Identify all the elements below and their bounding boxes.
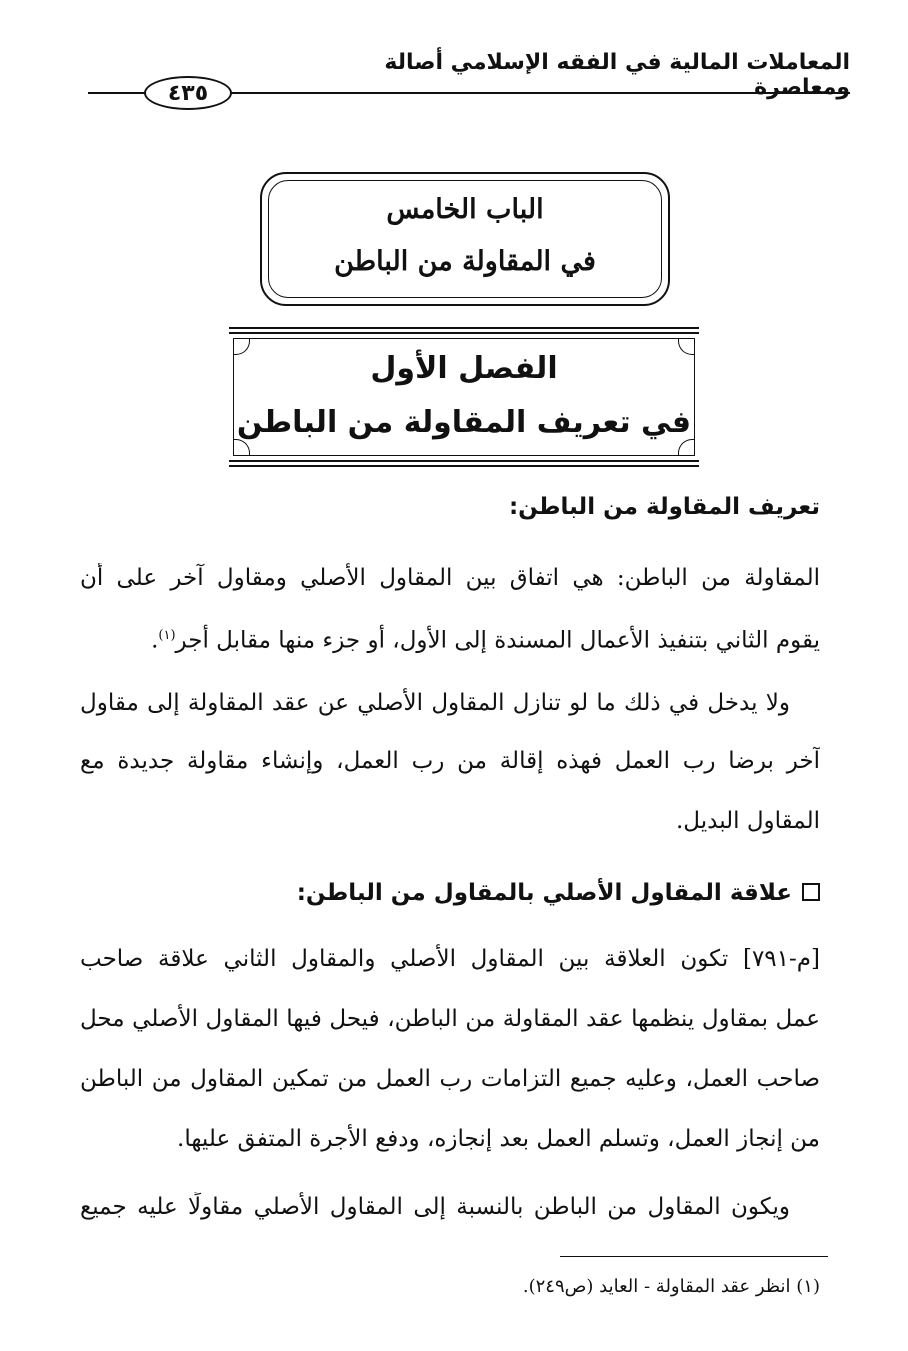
corner-ornament-bottom-left (233, 439, 250, 456)
paragraph-line: المقاولة من الباطن: هي اتفاق بين المقاول الأصلي ومقاول آخر على أن (80, 565, 820, 591)
section-heading-text: علاقة المقاول الأصلي بالمقاول من الباطن: (296, 880, 792, 906)
page-number: ٤٣٥ (144, 76, 232, 110)
chapter-rule-top-inner (229, 332, 699, 334)
paragraph-line: صاحب العمل، وعليه جميع التزامات رب العمل من تمكين المقاول من الباطن (80, 1066, 820, 1092)
paragraph-line (80, 621, 820, 656)
part-title-box (260, 172, 670, 306)
chapter-title: الفصل الأول (370, 351, 558, 386)
corner-ornament-bottom-right (678, 439, 695, 456)
part-title: الباب الخامس (386, 194, 544, 225)
footnote-marker: (١) (158, 628, 176, 643)
chapter-rule-top-outer (229, 327, 699, 329)
square-bullet-icon (802, 883, 820, 901)
paragraph-line: عمل بمقاول ينظمها عقد المقاولة من الباطن، فيحل فيها المقاول الأصلي محل (80, 1006, 820, 1032)
paragraph-line: ولا يدخل في ذلك ما لو تنازل المقاول الأصلي عن عقد المقاولة إلى مقاول (80, 690, 790, 716)
part-subtitle: في المقاولة من الباطن (334, 246, 596, 277)
paragraph-line: آخر برضا رب العمل فهذه إقالة من رب العمل، وإنشاء مقاولة جديدة مع (80, 748, 820, 774)
paragraph-line: من إنجاز العمل، وتسلم العمل بعد إنجازه، ودفع الأجرة المتفق عليها. (177, 1126, 820, 1152)
running-title: المعاملات المالية في الفقه الإسلامي أصالة ومعاصرة (384, 50, 850, 100)
footnote-rule (560, 1256, 828, 1257)
paragraph-line: [م-٧٩١] تكون العلاقة بين المقاول الأصلي والمقاول الثاني علاقة صاحب (80, 946, 820, 972)
chapter-subtitle: في تعريف المقاولة من الباطن (236, 405, 692, 440)
footnote: (١) انظر عقد المقاولة - العايد (ص٢٤٩). (522, 1276, 820, 1297)
section-heading-relationship (297, 880, 820, 906)
paragraph-line-text: يقوم الثاني بتنفيذ الأعمال المسندة إلى الأول، أو جزء منها مقابل أجر (175, 627, 820, 654)
section-heading-definition: تعريف المقاولة من الباطن: (508, 494, 820, 520)
paragraph-line: ويكون المقاول من الباطن بالنسبة إلى المقاول الأصلي مقاولًا عليه جميع (80, 1194, 790, 1220)
line-terminator: . (151, 627, 159, 654)
chapter-title-box (233, 338, 695, 456)
chapter-rule-bottom-outer (229, 465, 699, 467)
paragraph-line: المقاول البديل. (675, 808, 820, 834)
chapter-rule-bottom-inner (229, 460, 699, 462)
